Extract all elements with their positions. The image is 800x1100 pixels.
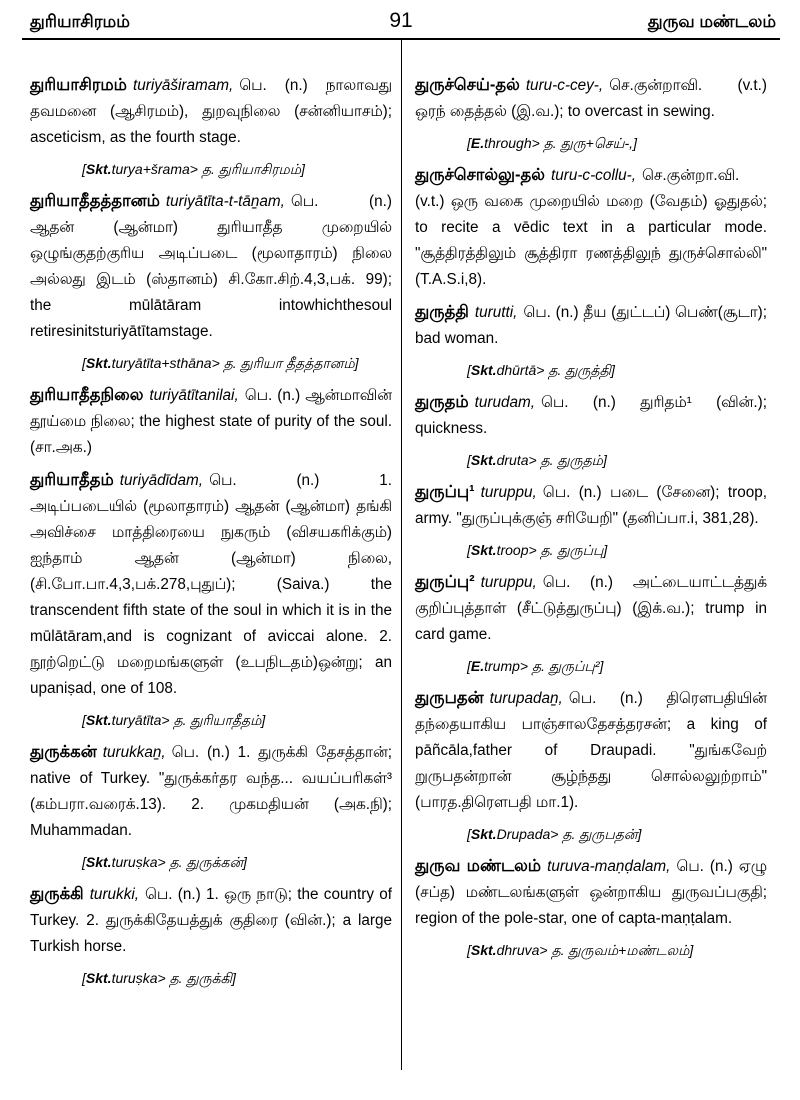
entry-headword: துருச்செய்-தல் xyxy=(415,76,520,94)
entry-transliteration: turutti, xyxy=(474,304,518,321)
entry-headword: துருப்பு² xyxy=(415,573,475,591)
etymology-source: Skt. xyxy=(85,712,112,728)
etymology-source: Skt. xyxy=(470,452,497,468)
entry-etymology: [Skt.turyātīta+sthāna> த. துரியா தீதத்தானம்] xyxy=(82,355,359,371)
entry-headword: துரியாதீதநிலை xyxy=(30,386,144,404)
entry-text xyxy=(30,382,392,461)
etymology-text: turya+šrama> த. துரியாசிரமம்] xyxy=(111,161,305,177)
entry-text xyxy=(30,467,392,702)
dictionary-entry xyxy=(30,881,392,989)
entry-text xyxy=(30,72,392,151)
entry-headword: துருப்பு¹ xyxy=(415,483,475,501)
header-first-word: துரியாசிரமம் xyxy=(30,12,130,31)
entry-definition: பெ. (n.) படை (சேனை); troop, army. "துருப்புக்குஞ் சரியேறி" (தனிப்பா.i, 381,28). xyxy=(415,484,767,527)
entry-definition: பெ. (n.) 1. ஒரு நாடு; the country of Turkey. 2. துருக்கிதேயத்துக் குதிரை (வின்.); a large Turkish horse. xyxy=(30,886,392,955)
dictionary-entry xyxy=(415,853,767,961)
dictionary-entry xyxy=(30,739,392,873)
entry-headword: துருத்தி xyxy=(415,303,469,321)
dictionary-entry xyxy=(415,162,767,293)
etymology-text: turuṣka> த. துருக்கன்] xyxy=(111,854,247,870)
etymology-source: Skt. xyxy=(85,161,112,177)
dictionary-entry xyxy=(30,467,392,731)
etymology-source: E. xyxy=(470,658,485,674)
etymology-text: dhūrtā> த. துருத்தி] xyxy=(496,362,615,378)
entry-etymology: [Skt.turya+šrama> த. துரியாசிரமம்] xyxy=(82,161,305,177)
entry-etymology: [E.through> த. துரு+செய்-,] xyxy=(467,135,637,151)
right-column xyxy=(415,72,767,969)
dictionary-entry xyxy=(415,569,767,677)
entry-definition: பெ. (n.) நாலாவது தவமனை (ஆசிரமம்), துறவுநிலை (சன்னியாசம்); asceticism, as the fourth stage. xyxy=(30,77,392,146)
entry-text xyxy=(415,389,767,442)
entry-definition: பெ. (n.) 1. துருக்கி தேசத்தான்; native of Turkey. "துருக்கர்தர வந்த... வயப்பரிகள்³ (கம்பரா.வரைக்.13). 2. முகமதியன் (அக.நி); Muhammadan. xyxy=(30,744,392,839)
entry-text xyxy=(415,569,767,648)
entry-headword: துரியாசிரமம் xyxy=(30,76,127,94)
entry-transliteration: turiyāširamam, xyxy=(132,77,234,94)
etymology-source: Skt. xyxy=(85,854,112,870)
entry-etymology: [Skt.druta> த. துருதம்] xyxy=(467,452,607,468)
entry-headword: துருக்கன் xyxy=(30,743,97,761)
entry-etymology: [Skt.dhruva> த. துருவம்+மண்டலம்] xyxy=(467,942,694,958)
entry-transliteration: turu-c-collu-, xyxy=(550,167,636,184)
header-last-word: துருவ மண்டலம் xyxy=(647,12,776,31)
entry-etymology: [Skt.troop> த. துருப்பு] xyxy=(467,542,608,558)
entry-transliteration: turiyātītanilai, xyxy=(149,387,239,404)
entry-headword: துருவ மண்டலம் xyxy=(415,857,542,875)
entry-headword: துரியாதீதத்தானம் xyxy=(30,192,160,210)
entry-headword: துருபதன் xyxy=(415,689,484,707)
entry-definition: பெ. (n.) ஆதன் (ஆன்மா) துரியாதீத முறையில் ஒழுங்குதற்குரிய அடிப்படை (மூலாதாரம்) நிலை அல்லது இடம் (ஸ்தானம்) சி.கோ.சிற்.4,3,பக். 99); the mūlātāram intowhichthesoul retiresinitsturiyātītamstage. xyxy=(30,193,392,340)
entry-etymology: [E.trump> த. துருப்பு²] xyxy=(467,658,604,674)
entry-text xyxy=(415,299,767,352)
entry-headword: துரியாதீதம் xyxy=(30,471,114,489)
entry-etymology: [Skt.turuṣka> த. துருக்கி] xyxy=(82,970,236,986)
dictionary-entry xyxy=(30,72,392,180)
etymology-text: trump> த. துருப்பு²] xyxy=(484,658,604,674)
etymology-text: druta> த. துருதம்] xyxy=(496,452,607,468)
etymology-source: Skt. xyxy=(470,542,497,558)
dictionary-entry xyxy=(415,299,767,381)
entry-text xyxy=(30,881,392,960)
column-divider xyxy=(401,40,402,1070)
etymology-text: Drupada> த. துருபதன்] xyxy=(496,826,642,842)
etymology-text: troop> த. துருப்பு] xyxy=(496,542,608,558)
entry-etymology: [Skt.dhūrtā> த. துருத்தி] xyxy=(467,362,615,378)
entry-definition: பெ. (n.) 1. அடிப்படையில் (மூலாதாரம்) ஆதன் (ஆன்மா) தங்கி அவிச்சை மாத்திரையை நுகரும் (விசயகரிக்கும்) ஐந்தாம் ஆதன் (ஆன்மா) நிலை, (சி.போ.பா.4,3,பக்.278,புதுப்); (Saiva.) the transcendent fifth state of the soul in which it is in the mūlātāram,and is cognizant of aviccai alone. 2. நூற்றெட்டு மறைமங்களுள் (உபநிடதம்)ஒன்று; an upaniṣad, one of 108. xyxy=(30,472,392,697)
entry-transliteration: turukki, xyxy=(89,886,139,903)
entry-transliteration: turu-c-cey-, xyxy=(525,77,604,94)
dictionary-entry xyxy=(30,188,392,374)
entry-headword: துருக்கி xyxy=(30,885,84,903)
entry-etymology: [Skt.turuṣka> த. துருக்கன்] xyxy=(82,854,247,870)
entry-transliteration: turukkaṉ, xyxy=(102,744,166,761)
etymology-text: through> த. துரு+செய்-,] xyxy=(484,135,637,151)
etymology-source: Skt. xyxy=(85,970,112,986)
entry-transliteration: turudam, xyxy=(474,394,535,411)
etymology-text: turyātīta> த. துரியாதீதம்] xyxy=(111,712,266,728)
entry-transliteration: turuppu, xyxy=(480,574,537,591)
dictionary-entry xyxy=(415,389,767,471)
etymology-source: Skt. xyxy=(470,942,497,958)
etymology-text: turuṣka> த. துருக்கி] xyxy=(111,970,236,986)
entry-definition: பெ. (n.) திரௌபதியின் தந்தையாகிய பாஞ்சாலதேசத்தரசன்; a king of pāñcāla,father of Draupadi. "துங்கவேற் றுருபதன்றான் சூழ்ந்தது சொல்லலுற்றாம்" (பாரத.திரௌபதி மா.1). xyxy=(415,690,767,811)
entry-text xyxy=(415,479,767,532)
entry-text xyxy=(415,162,767,293)
entry-transliteration: turupadaṉ, xyxy=(489,690,563,707)
etymology-source: Skt. xyxy=(470,826,497,842)
etymology-text: dhruva> த. துருவம்+மண்டலம்] xyxy=(496,942,694,958)
page-number: 91 xyxy=(389,9,413,32)
etymology-source: Skt. xyxy=(470,362,497,378)
etymology-source: E. xyxy=(470,135,485,151)
dictionary-entry xyxy=(415,685,767,845)
dictionary-entry xyxy=(415,479,767,561)
entry-definition: பெ. (n.) அட்டையாட்டத்துக் குறிப்புத்தாள் (சீட்டுத்துருப்பு) (இக்.வ.); trump in card game. xyxy=(415,574,767,643)
entry-headword: துருச்சொல்லு-தல் xyxy=(415,166,545,184)
entry-etymology: [Skt.Drupada> த. துருபதன்] xyxy=(467,826,642,842)
entry-text xyxy=(30,188,392,345)
etymology-source: Skt. xyxy=(85,355,112,371)
entry-text xyxy=(415,853,767,932)
entry-transliteration: turuppu, xyxy=(480,484,537,501)
dictionary-entry xyxy=(415,72,767,154)
etymology-text: turyātīta+sthāna> த. துரியா தீதத்தானம்] xyxy=(111,355,359,371)
entry-definition: பெ. (n.) ஆன்மாவின் தூய்மை நிலை; the highest state of purity of the soul. (சா.அக.) xyxy=(30,387,392,456)
entry-etymology: [Skt.turyātīta> த. துரியாதீதம்] xyxy=(82,712,266,728)
entry-transliteration: turiyādīdam, xyxy=(119,472,204,489)
entry-definition: பெ. (n.) தீய (துட்டப்) பெண்(சூடா); bad woman. xyxy=(415,304,767,347)
entry-definition: பெ. (n.) துரிதம்¹ (வின்.); quickness. xyxy=(415,394,767,437)
entry-text xyxy=(415,72,767,125)
left-column xyxy=(30,72,392,997)
entry-text xyxy=(415,685,767,816)
entry-transliteration: turuva-maṇḍalam, xyxy=(547,858,671,875)
entry-definition: செ.குன்றாவி. (v.t.) ஒரந் தைத்தல் (இ.வ.); to overcast in sewing. xyxy=(415,77,767,120)
entry-text xyxy=(30,739,392,844)
entry-definition: செ.குன்றா.வி. (v.t.) ஒரு வகை முறையில் மறை (வேதம்) ஓதுதல்; to recite a vēdic text in a particular mode. "சூத்திரத்திலும் சூத்திரா ரணத்திலுந் துருச்சொல்லி" (T.A.S.i,8). xyxy=(415,167,767,288)
entry-transliteration: turiyātīta-t-tāṉam, xyxy=(165,193,285,210)
entry-headword: துருதம் xyxy=(415,393,469,411)
dictionary-entry xyxy=(30,382,392,461)
entry-definition: பெ. (n.) ஏழு (சப்த) மண்டலங்களுள் ஒன்றாகிய துருவப்பகுதி; region of the pole-star, one of capta-maṇṭalam. xyxy=(415,858,768,927)
